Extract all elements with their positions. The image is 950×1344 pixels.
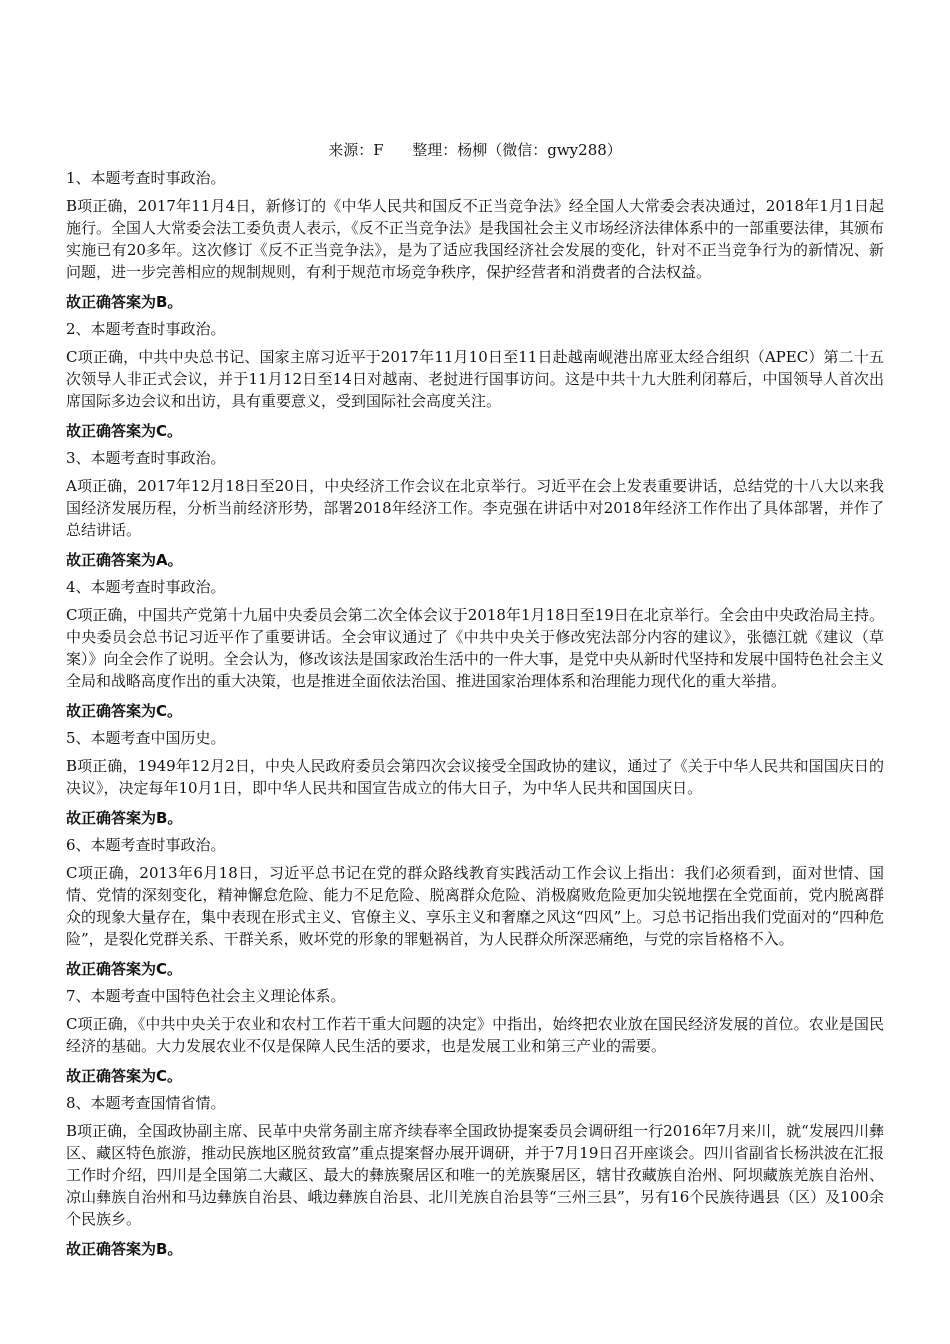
source-line	[66, 138, 884, 162]
question-heading: 3、本题考查时事政治。	[66, 449, 226, 467]
question-heading: 7、本题考查中国特色社会主义理论体系。	[66, 987, 346, 1005]
question-heading: 6、本题考查时事政治。	[66, 836, 226, 854]
question-2	[66, 318, 884, 442]
question-explanation: C项正确，中共中央总书记、国家主席习近平于2017年11月10日至11日赴越南岘港出席亚太经合组织（APEC）第二十五次领导人非正式会议，并于11月12日至14日对越南、老挝进行国事访问。这是中共十九大胜利闭幕后，中国领导人首次出席国际多边会议和出访，具有重要意义，受到国际社会高度关注。	[66, 348, 884, 410]
question-answer: 故正确答案为C。	[66, 1067, 183, 1085]
question-answer: 故正确答案为B。	[66, 293, 183, 311]
question-explanation: B项正确，1949年12月2日，中央人民政府委员会第四次会议接受全国政协的建议，通过了《关于中华人民共和国国庆日的决议》，决定每年10月1日，即中华人民共和国宣告成立的伟大日子，为中华人民共和国国庆日。	[66, 757, 884, 797]
question-3	[66, 447, 884, 571]
question-explanation: C项正确，2013年6月18日，习近平总书记在党的群众路线教育实践活动工作会议上指出：我们必须看到，面对世情、国情、党情的深刻变化，精神懈怠危险、能力不足危险、脱离群众危险、消极腐败危险更加尖锐地摆在全党面前，党内脱离群众的现象大量存在，集中表现在形式主义、官僚主义、享乐主义和奢靡之风这“四风”上。习总书记指出我们党面对的“四种危险”，是裂化党群关系、干群关系，败坏党的形象的罪魁祸首，为人民群众所深恶痛绝，与党的宗旨格格不入。	[66, 864, 885, 948]
document-page	[66, 138, 884, 1265]
question-heading: 4、本题考查时事政治。	[66, 578, 226, 596]
question-answer: 故正确答案为C。	[66, 422, 183, 440]
question-heading: 1、本题考查时事政治。	[66, 169, 226, 187]
question-answer: 故正确答案为C。	[66, 702, 183, 720]
question-explanation: A项正确，2017年12月18日至20日，中央经济工作会议在北京举行。习近平在会上发表重要讲话，总结党的十八大以来我国经济发展历程，分析当前经济形势，部署2018年经济工作。李克强在讲话中对2018年经济工作作出了具体部署，并作了总结讲话。	[66, 477, 884, 539]
question-explanation: B项正确，全国政协副主席、民革中央常务副主席齐续春率全国政协提案委员会调研组一行2016年7月来川，就“发展四川彝区、藏区特色旅游，推动民族地区脱贫致富”重点提案督办展开调研，并于7月19日召开座谈会。四川省副省长杨洪波在汇报工作时介绍，四川是全国第二大藏区、最大的彝族聚居区和唯一的羌族聚居区，辖甘孜藏族自治州、阿坝藏族羌族自治州、凉山彝族自治州和马边彝族自治县、峨边彝族自治县、北川羌族自治县等“三州三县”，另有16个民族待遇县（区）及100余个民族乡。	[66, 1122, 884, 1228]
question-heading: 8、本题考查国情省情。	[66, 1094, 226, 1112]
question-explanation: C项正确，中国共产党第十九届中央委员会第二次全体会议于2018年1月18日至19日在北京举行。全会由中央政治局主持。中央委员会总书记习近平作了重要讲话。全会审议通过了《中共中央关于修改宪法部分内容的建议》，张德江就《建议（草案）》向全会作了说明。全会认为，修改该法是国家政治生活中的一件大事，是党中央从新时代坚持和发展中国特色社会主义全局和战略高度作出的重大决策，也是推进全面依法治国、推进国家治理体系和治理能力现代化的重大举措。	[66, 606, 884, 690]
question-1	[66, 167, 884, 313]
question-8	[66, 1092, 884, 1260]
question-7	[66, 985, 884, 1087]
question-answer: 故正确答案为B。	[66, 1240, 183, 1258]
question-4	[66, 576, 884, 722]
question-heading: 2、本题考查时事政治。	[66, 320, 226, 338]
question-explanation: C项正确，《中共中央关于农业和农村工作若干重大问题的决定》中指出，始终把农业放在国民经济发展的首位。农业是国民经济的基础。大力发展农业不仅是保障人民生活的要求，也是发展工业和第三产业的需要。	[66, 1015, 884, 1055]
question-6	[66, 834, 884, 980]
compiler-label: 整理：杨柳（微信：gwy288）	[412, 141, 622, 159]
question-heading: 5、本题考查中国历史。	[66, 729, 226, 747]
question-answer: 故正确答案为C。	[66, 960, 183, 978]
question-answer: 故正确答案为B。	[66, 809, 183, 827]
question-answer: 故正确答案为A。	[66, 551, 183, 569]
source-label: 来源：F	[328, 141, 384, 159]
question-explanation: B项正确，2017年11月4日，新修订的《中华人民共和国反不正当竞争法》经全国人大常委会表决通过，2018年1月1日起施行。全国人大常委会法工委负责人表示，《反不正当竞争法》是我国社会主义市场经济法律体系中的一部重要法律，其颁布实施已有20多年。这次修订《反不正当竞争法》，是为了适应我国经济社会发展的变化，针对不正当竞争行为的新情况、新问题，进一步完善相应的规制规则，有利于规范市场竞争秩序，保护经营者和消费者的合法权益。	[66, 197, 884, 281]
question-5	[66, 727, 884, 829]
